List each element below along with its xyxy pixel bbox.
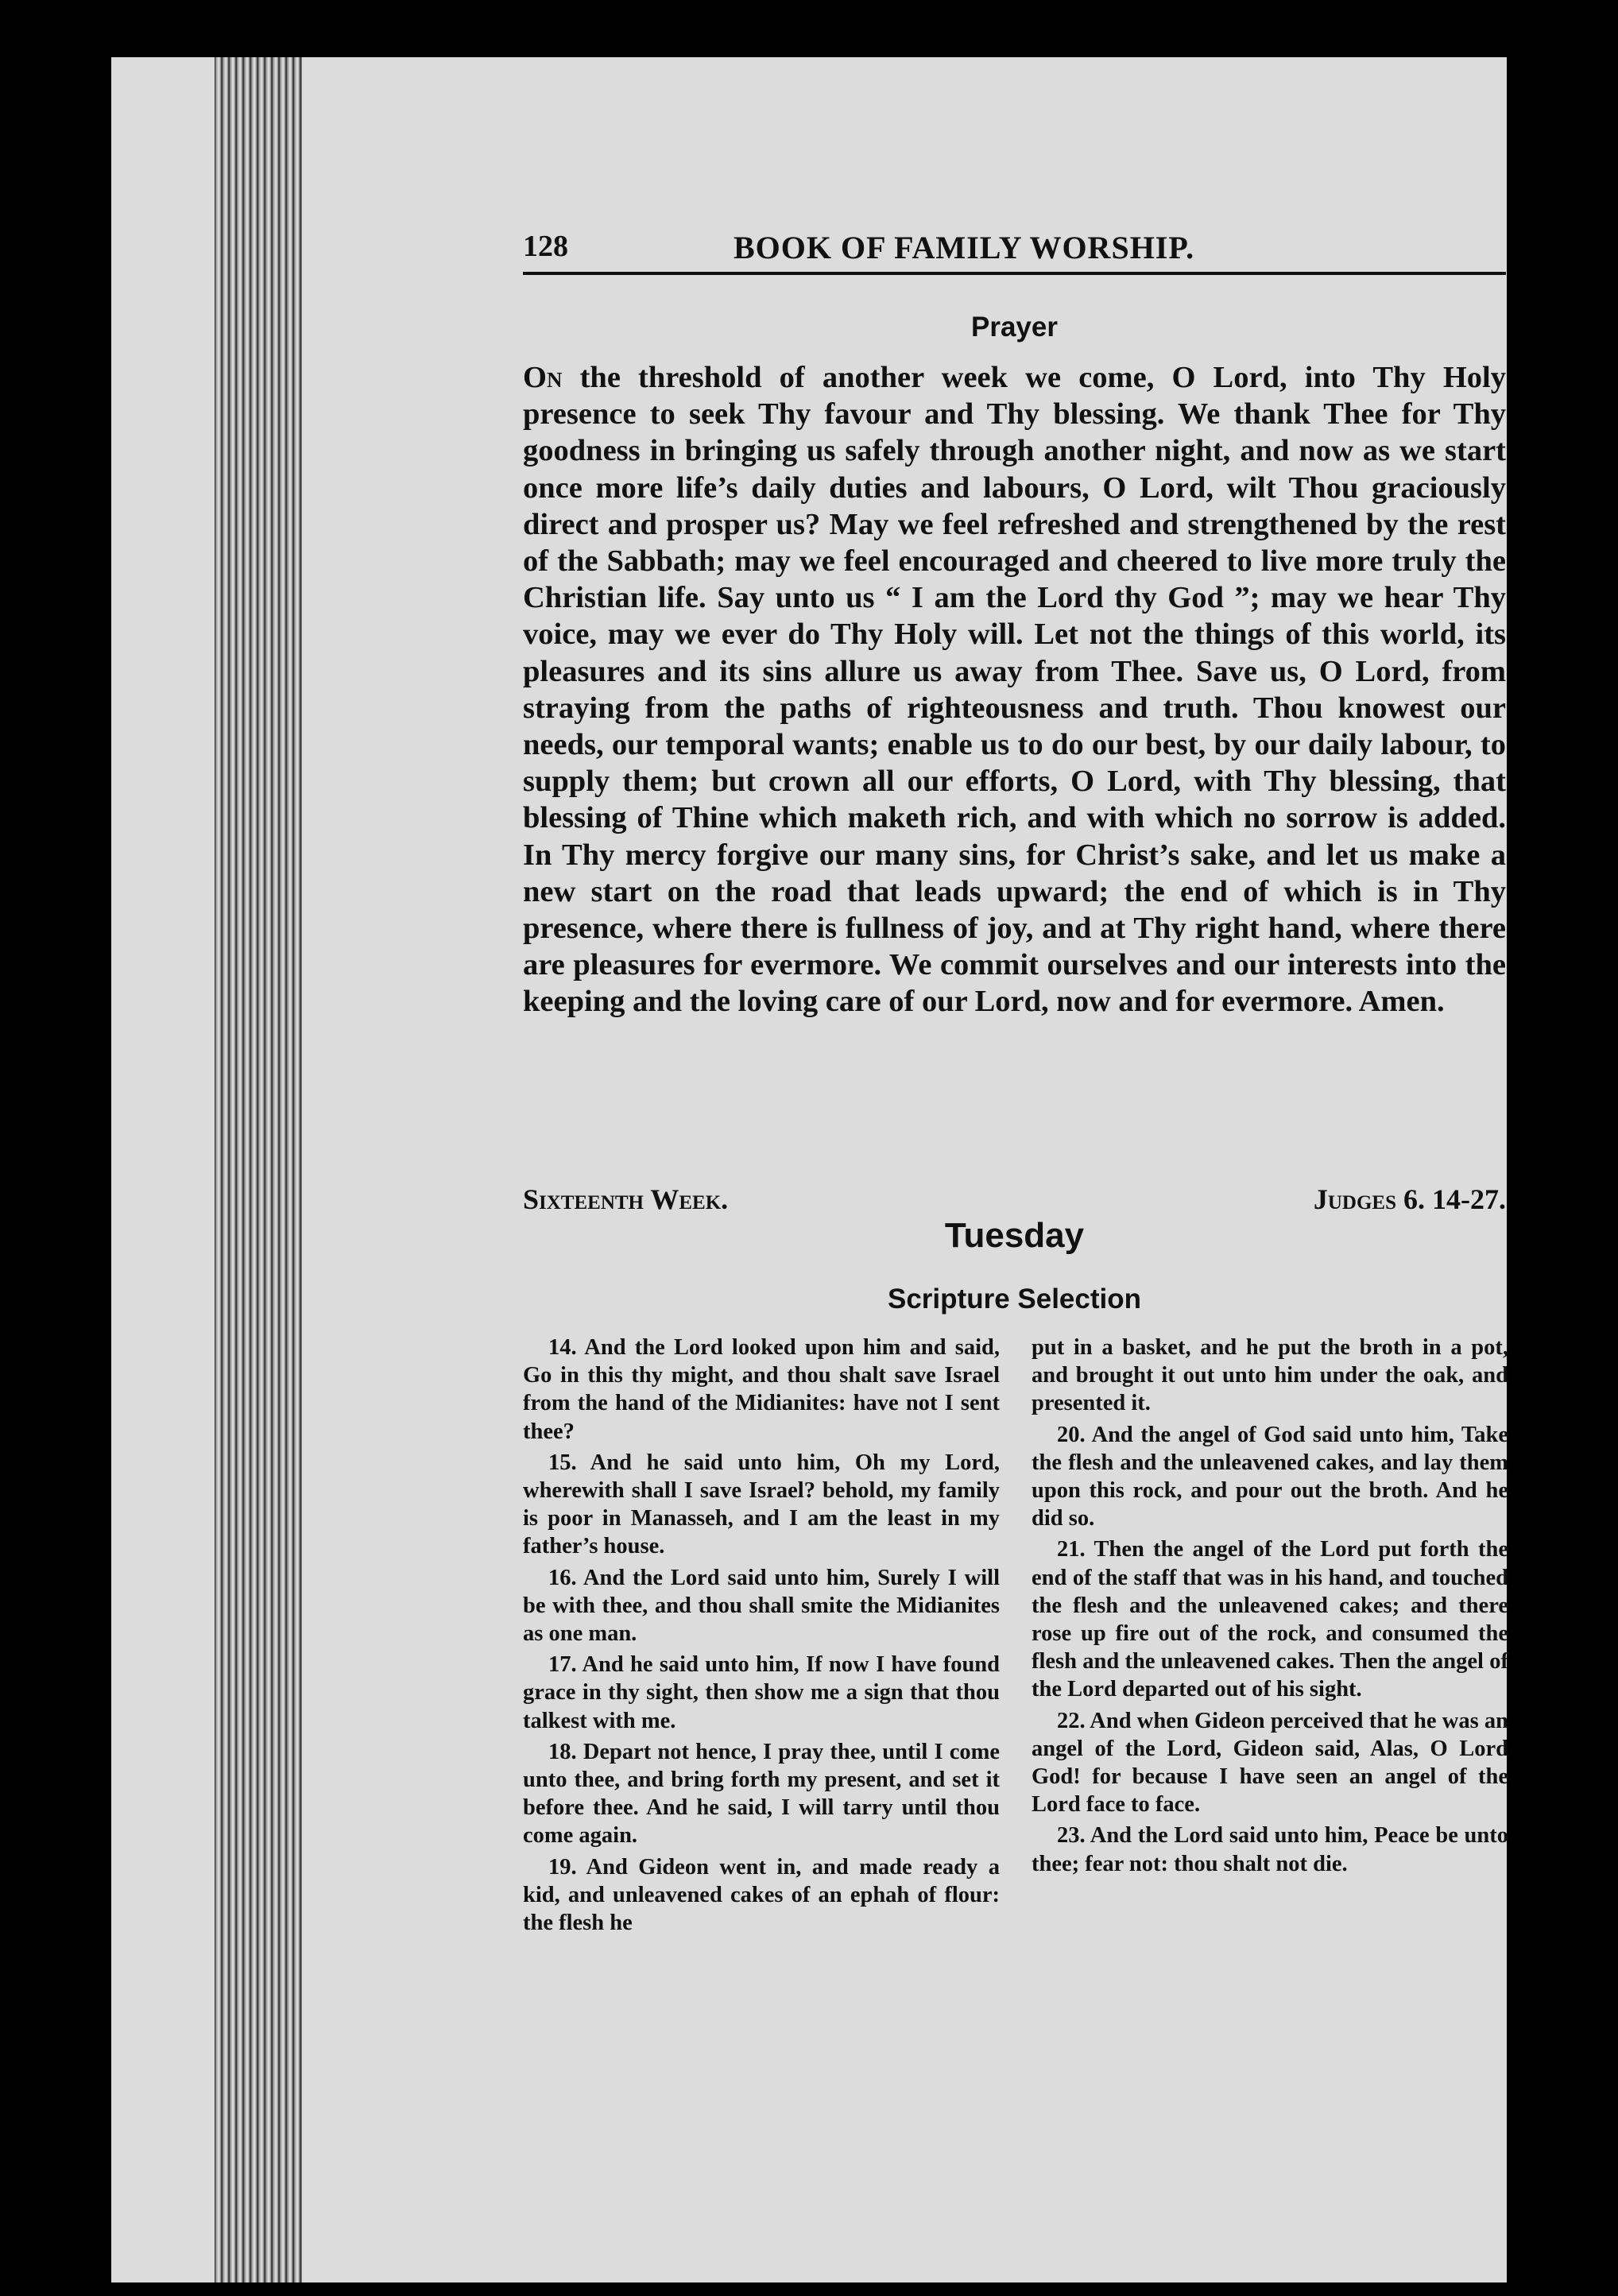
week-reference-row [523, 1183, 1506, 1218]
verse-17: 17. And he said unto him, If now I have found grace in thy sight, then show me a sign that thou talkest with me. [523, 1652, 1000, 1733]
verses-right-column [1032, 1334, 1508, 1881]
verse-23: 23. And the Lord said unto him, Peace be unto thee; fear not: thou shalt not die. [1032, 1823, 1508, 1876]
prayer-paragraph [523, 359, 1506, 1020]
verse-21: 21. Then the angel of the Lord put forth the end of the staff that was in his hand, and touched the flesh and the unleavened cakes; and there rose up fire out of the rock, and consumed the flesh and the unleavened cakes. Then the angel of the Lord departed out of his sight. [1032, 1537, 1508, 1702]
page-edges [215, 57, 302, 2282]
running-header [523, 223, 1506, 275]
prayer-body: the threshold of another week we come, O Lord, into Thy Holy presence to seek Thy favour and Thy blessing. We thank Thee for Thy goodness in bringing us safely through another night, and now as we start once more life’s daily duties and labours, O Lord, wilt Thou graciously direct and prosper us? May we feel refreshed and strengthened by the rest of the Sabbath; may we feel encouraged and cheered to live more truly the Christian life. Say unto us “ I am the Lord thy God ”; may we hear Thy voice, may we ever do Thy Holy will. Let not the things of this world, its pleasures and its sins allure us away from Thee. Save us, O Lord, from straying from the paths of righteousness and truth. Thou knowest our needs, our temporal wants; enable us to do our best, by our daily labour, to supply them; but crown all our efforts, O Lord, with Thy blessing, that blessing of Thine which maketh rich, and with which no sorrow is added. In Thy mercy forgive our many sins, for Christ’s sake, and let us make a new start on the road that leads upward; the end of which is in Thy presence, where there is fullness of joy, and at Thy right hand, where there are pleasures for evermore. We commit ourselves and our interests into the keeping and the loving care of our Lord, now and for evermore. Amen. [523, 361, 1506, 1019]
verse-14: 14. And the Lord looked upon him and said, Go in this thy might, and thou shalt save Israel from the hand of the Midianites: have not I sent thee? [523, 1335, 1000, 1444]
reference-book: Judges [1313, 1183, 1396, 1215]
verse-19: 19. And Gideon went in, and made ready a kid, and unleavened cakes of an ephah of flour: the flesh he [523, 1854, 1000, 1936]
running-title: BOOK OF FAMILY WORSHIP. [734, 230, 1195, 265]
prayer-heading: Prayer [971, 312, 1058, 343]
verse-20: 20. And the angel of God said unto him, Take the flesh and the unleavened cakes, and lay them upon this rock, and pour out the broth. And he did so. [1032, 1422, 1508, 1531]
verse-18: 18. Depart not hence, I pray thee, until I come unto thee, and bring forth my present, and set it before thee. And he said, I will tarry until thou come again. [523, 1739, 1000, 1849]
page-number: 128 [523, 230, 568, 263]
prayer-dropcap: On [523, 361, 563, 394]
scripture-selection-heading: Scripture Selection [888, 1284, 1141, 1314]
week-label: Sixteenth Week. [523, 1183, 729, 1215]
day-title: Tuesday [944, 1216, 1085, 1255]
scripture-reference [1314, 1183, 1506, 1216]
verse-22: 22. And when Gideon perceived that he was an angel of the Lord, Gideon said, Alas, O Lord God! for because I have seen an angel of the Lord face to face. [1032, 1708, 1508, 1818]
verses-left-column [523, 1334, 1000, 1940]
verse-15: 15. And he said unto him, Oh my Lord, wherewith shall I save Israel? behold, my family is poor in Manasseh, and I am the least in my father’s house. [523, 1450, 1000, 1559]
verse-19-continued: put in a basket, and he put the broth in a pot, and brought it out unto him under the oak, and presented it. [1032, 1335, 1508, 1416]
reference-verses: 6. 14-27. [1396, 1183, 1506, 1215]
verse-16: 16. And the Lord said unto him, Surely I will be with thee, and thou shall smite the Midianites as one man. [523, 1565, 1000, 1647]
